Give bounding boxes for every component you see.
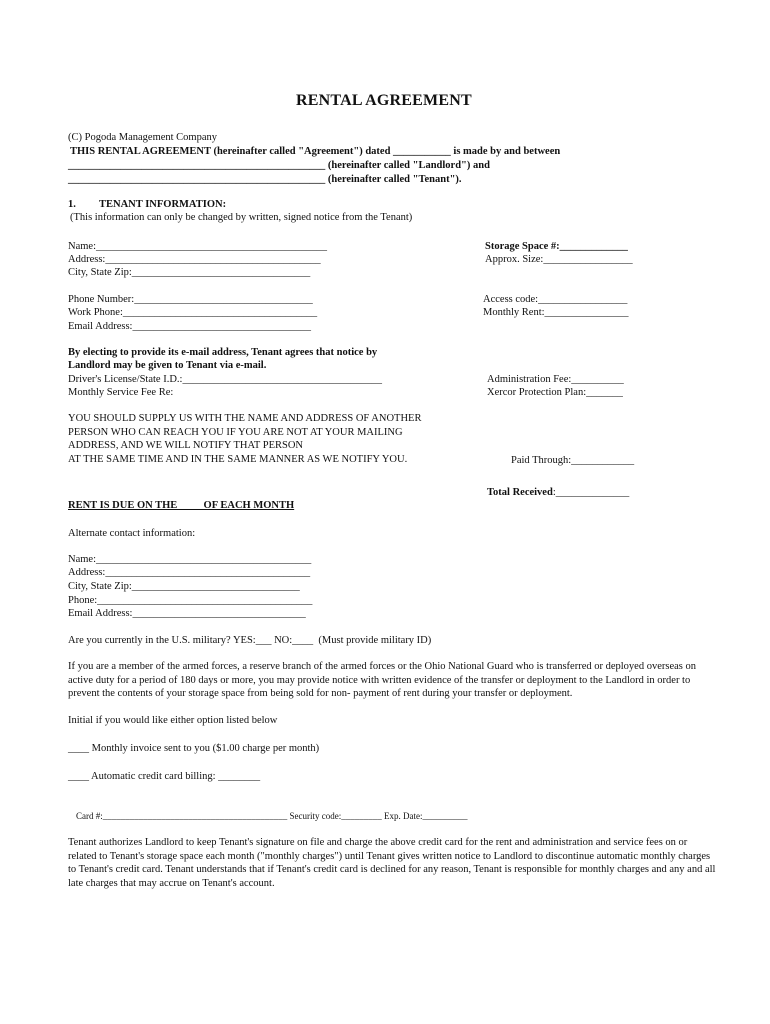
monthly-service-fee-field[interactable]: Monthly Service Fee Re: xyxy=(68,387,174,398)
access-code-field[interactable]: Access code:_________________ xyxy=(483,294,628,305)
tenant-name-field[interactable]: Name:____________________________________________ xyxy=(68,241,327,252)
alternate-address-field[interactable]: Address:_______________________________________ xyxy=(68,567,311,578)
notice-line-3: ADDRESS, AND WE WILL NOTIFY THAT PERSON xyxy=(68,440,303,451)
monthly-rent-field[interactable]: Monthly Rent:________________ xyxy=(483,307,629,318)
drivers-license-field[interactable]: Driver's License/State I.D.:______________________________________ xyxy=(68,374,382,385)
alternate-email-field[interactable]: Email Address:_________________________________ xyxy=(68,608,306,619)
xercor-protection-field[interactable]: Xercor Protection Plan:_______ xyxy=(487,387,623,398)
approx-size-field[interactable]: Approx. Size:_________________ xyxy=(485,254,633,265)
tenant-city-field[interactable]: City, State Zip:__________________________________ xyxy=(68,267,311,278)
section-note: (This information can only be changed by written, signed notice from the Tenant) xyxy=(70,212,413,223)
company-name: (C) Pogoda Management Company xyxy=(68,132,218,143)
page-title: RENTAL AGREEMENT xyxy=(296,92,472,109)
intro-line-1: THIS RENTAL AGREEMENT (hereinafter called "Agreement") dated ___________ is made by and between xyxy=(70,146,561,157)
initial-instruction: Initial if you would like either option listed below xyxy=(68,715,278,726)
email-notice-line-2: Landlord may be given to Tenant via e-mail. xyxy=(68,360,267,371)
storage-space-field[interactable]: Storage Space #:_____________ xyxy=(485,241,628,252)
alternate-contact-heading: Alternate contact information: xyxy=(68,528,196,539)
intro-line-3: _________________________________________________ (hereinafter called "Tenant"). xyxy=(68,174,462,185)
notice-line-1: YOU SHOULD SUPPLY US WITH THE NAME AND ADDRESS OF ANOTHER xyxy=(68,413,422,424)
monthly-invoice-option[interactable]: ____ Monthly invoice sent to you ($1.00 charge per month) xyxy=(68,743,320,754)
tenant-address-field[interactable]: Address:_________________________________________ xyxy=(68,254,321,265)
alternate-name-field[interactable]: Name:_________________________________________ xyxy=(68,554,312,565)
tenant-phone-field[interactable]: Phone Number:__________________________________ xyxy=(68,294,313,305)
total-received-line: :______________ xyxy=(552,487,630,498)
auto-billing-option[interactable]: ____ Automatic credit card billing: ________ xyxy=(68,771,261,782)
section-number: 1. xyxy=(68,199,76,210)
military-question[interactable]: Are you currently in the U.S. military? YES:___ NO:____ (Must provide military ID) xyxy=(68,635,432,646)
administration-fee-field[interactable]: Administration Fee:__________ xyxy=(487,374,624,385)
alternate-city-field[interactable]: City, State Zip:________________________________ xyxy=(68,581,300,592)
total-received-field[interactable] xyxy=(487,486,629,499)
rent-due-line: RENT IS DUE ON THE OF EACH MONTH xyxy=(68,500,295,511)
paid-through-field[interactable]: Paid Through:____________ xyxy=(511,455,635,466)
alternate-phone-field[interactable]: Phone:_________________________________________ xyxy=(68,595,313,606)
email-notice-line-1: By electing to provide its e-mail address, Tenant agrees that notice by xyxy=(68,347,378,358)
military-paragraph: If you are a member of the armed forces, a reserve branch of the armed forces or the Ohio National Guard who is transferred or deployed overseas on active duty for a period of 180 days or more, you may provide notice with written evidence of the transfer or deployment to the Landlord in order to prevent the contents of your storage space from being sold for non- payment of rent during your transfer or deployment. xyxy=(68,661,696,699)
intro-line-2: _________________________________________________ (hereinafter called "Landlord") and xyxy=(68,160,490,171)
total-received-label: Total Received xyxy=(487,487,553,498)
tenant-work-phone-field[interactable]: Work Phone:_____________________________________ xyxy=(68,307,318,318)
authorization-paragraph: Tenant authorizes Landlord to keep Tenant's signature on file and charge the above credit card for the rent and administration and service fees on or related to Tenant's storage space each month ("monthly charges") until Tenant gives written notice to Landlord to discontinue automatic monthly charges to Tenant's credit card. Tenant understands that if Tenant's credit card is declined for any reason, Tenant is responsible for monthly charges and any and all late charges that may accrue on Tenant's account. xyxy=(68,837,716,889)
tenant-email-field[interactable]: Email Address:__________________________________ xyxy=(68,321,311,332)
notice-line-4: AT THE SAME TIME AND IN THE SAME MANNER AS WE NOTIFY YOU. xyxy=(68,454,408,465)
credit-card-line[interactable]: Card #:_________________________________________ Security code:_________ Exp. Date:__________ xyxy=(76,811,468,821)
section-heading: TENANT INFORMATION: xyxy=(99,199,227,210)
notice-line-2: PERSON WHO CAN REACH YOU IF YOU ARE NOT AT YOUR MAILING xyxy=(68,427,403,438)
